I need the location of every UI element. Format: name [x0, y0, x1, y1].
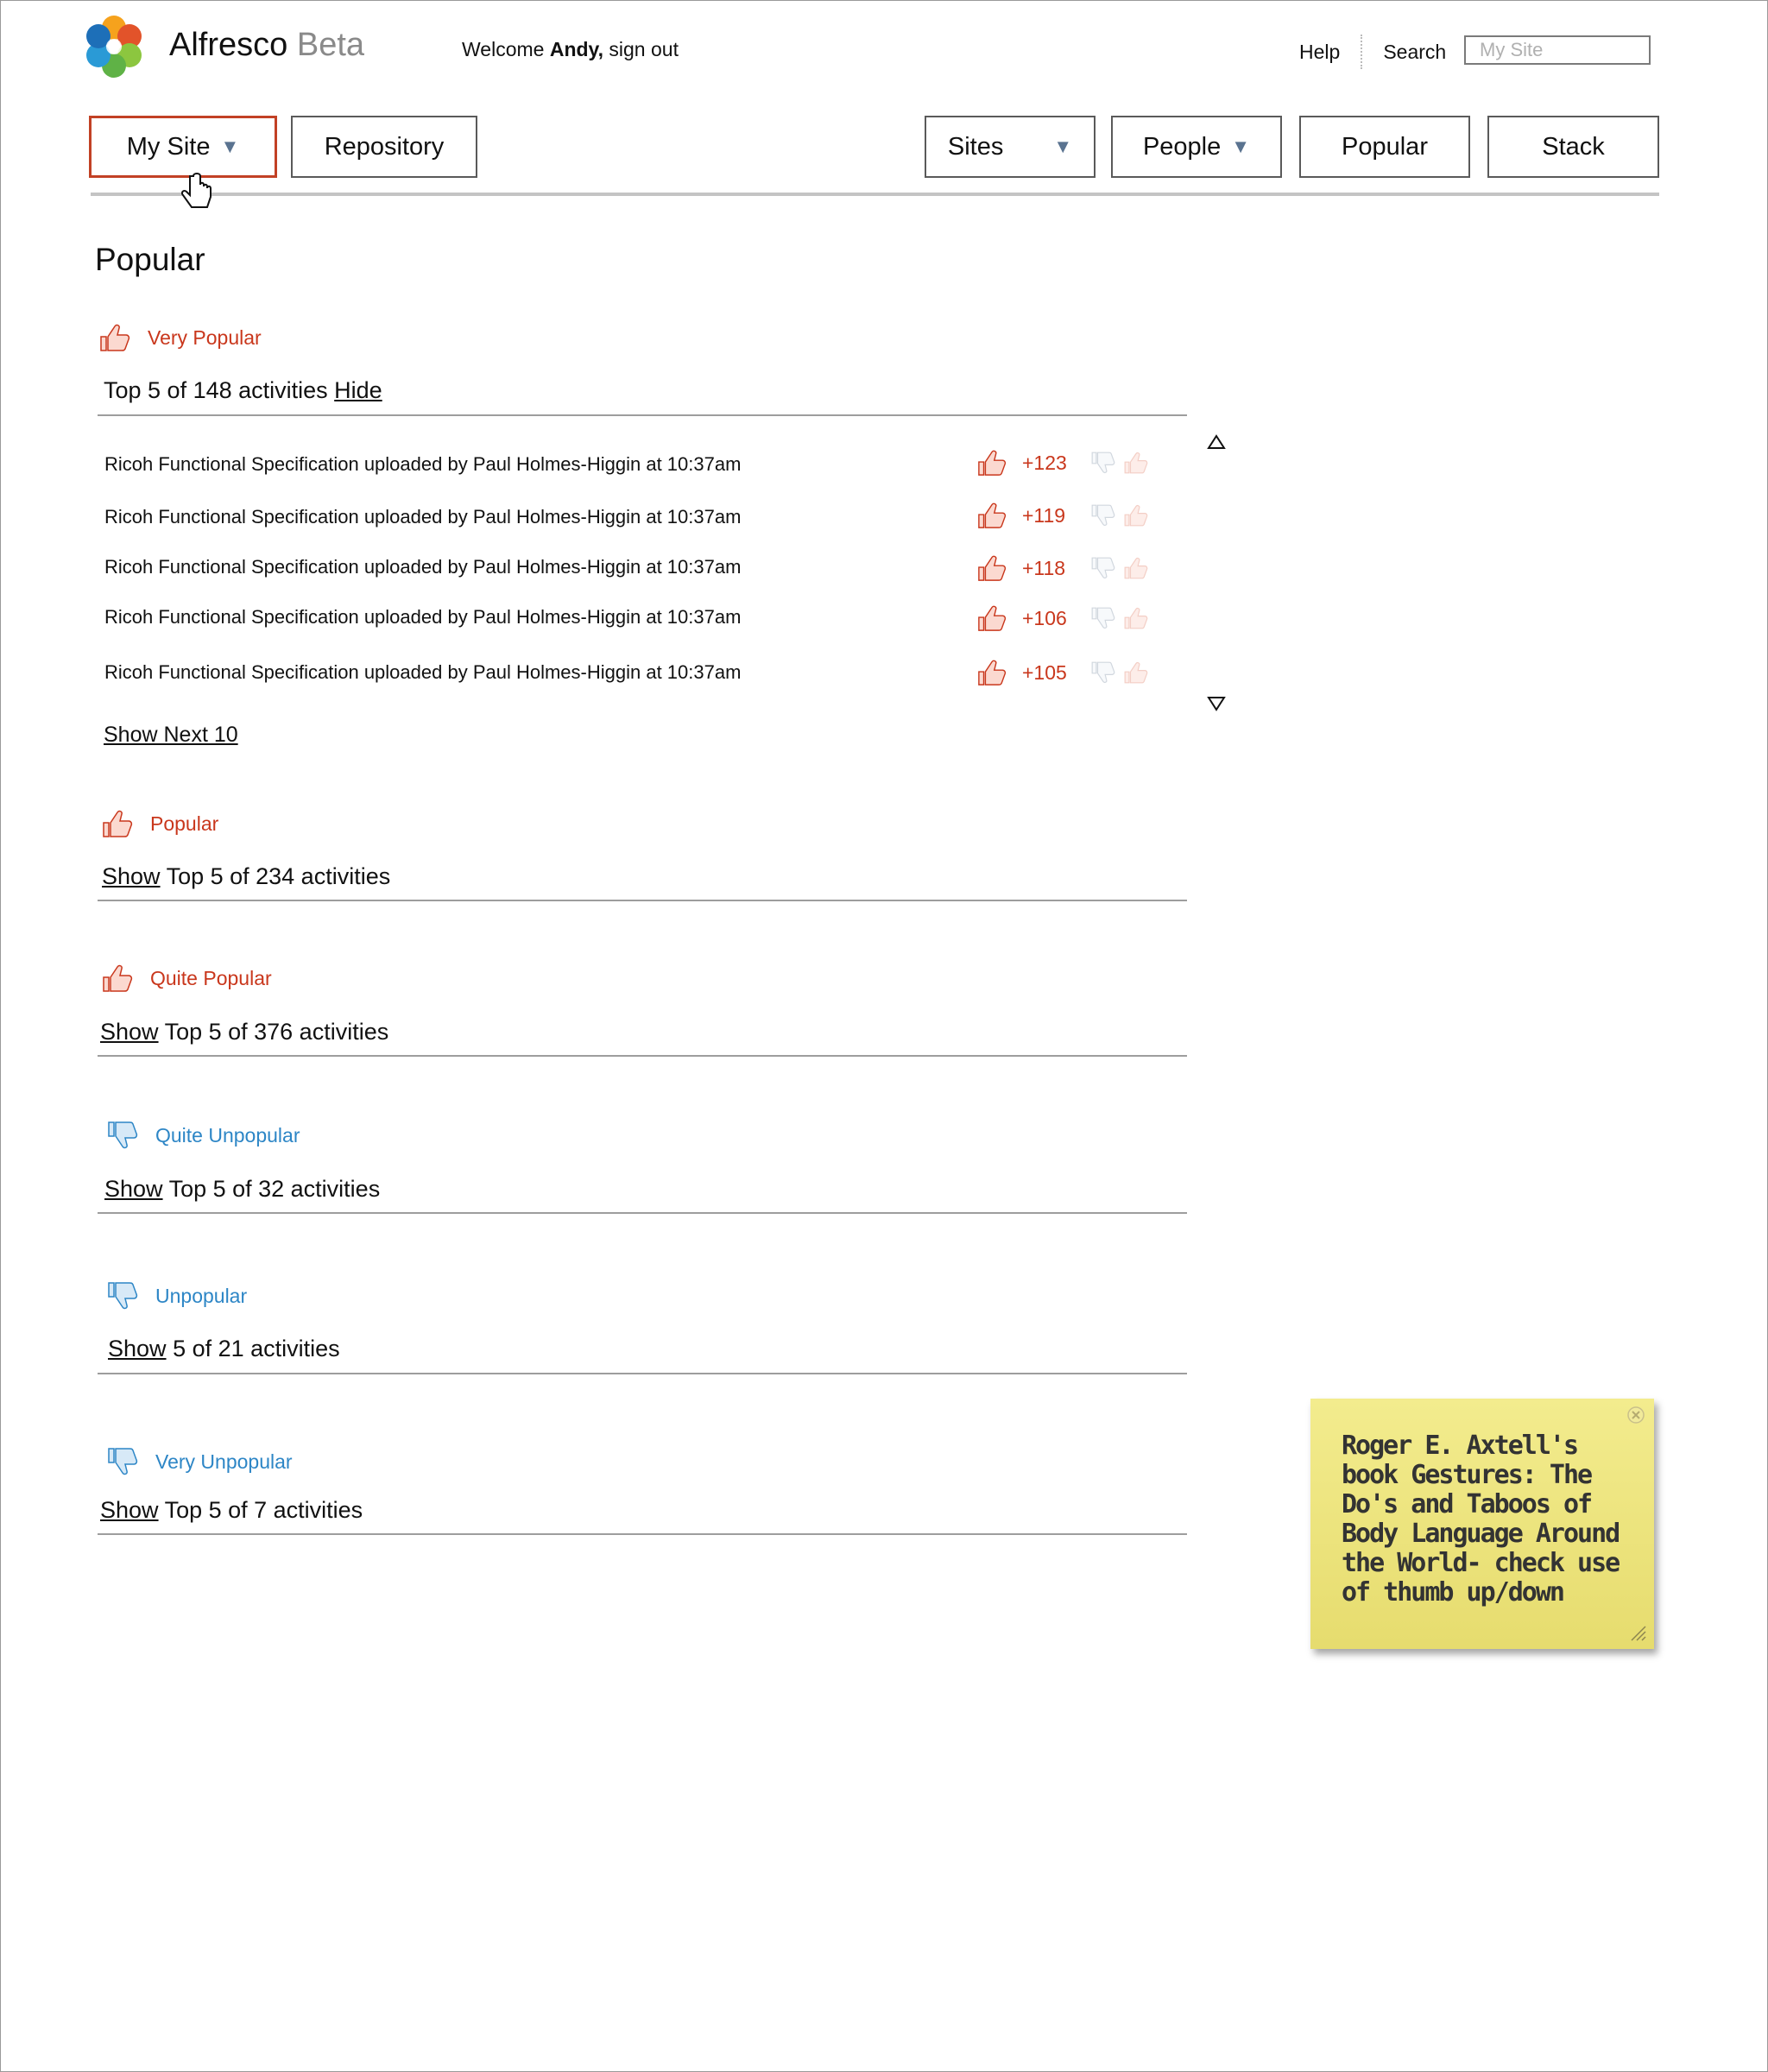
thumb-up-icon[interactable] [1122, 660, 1148, 685]
section-title: Popular [150, 812, 219, 835]
section-divider [98, 900, 1187, 901]
section-title: Quite Unpopular [155, 1123, 300, 1147]
section-quite-unpopular-header [105, 1121, 300, 1150]
dropdown-caret-icon: ▼ [1231, 136, 1251, 157]
thumb-up-icon [98, 323, 130, 352]
dropdown-caret-icon: ▼ [220, 136, 240, 157]
section-quite-popular-summary [100, 1016, 388, 1047]
vote-controls [976, 604, 1148, 632]
section-very-popular-header [98, 323, 262, 352]
nav-people-label: People [1142, 132, 1222, 161]
thumb-up-icon [976, 604, 1007, 632]
nav-stack-button[interactable] [1487, 116, 1659, 178]
brand-tag: Beta [296, 27, 365, 63]
thumb-up-icon [100, 809, 133, 838]
section-divider [98, 1055, 1187, 1057]
search-input[interactable] [1464, 35, 1651, 65]
summary-text: Top 5 of 376 activities [164, 1019, 389, 1045]
vote-controls [976, 449, 1148, 477]
section-title: Unpopular [155, 1284, 248, 1307]
nav-divider [91, 193, 1659, 196]
welcome-message [462, 35, 679, 64]
nav-stack-label: Stack [1542, 132, 1605, 161]
nav-my-site-button[interactable] [89, 116, 277, 178]
summary-text: Top 5 of 148 activities [104, 377, 328, 403]
user-name: Andy, [549, 38, 604, 60]
logo-flower-icon [79, 12, 148, 81]
nav-popular-button[interactable] [1299, 116, 1470, 178]
thumb-down-icon [105, 1281, 138, 1311]
scroll-down-icon[interactable] [1207, 696, 1226, 711]
thumb-up-icon[interactable] [1122, 450, 1148, 476]
brand [169, 22, 364, 67]
thumb-up-icon [976, 502, 1007, 529]
section-popular-summary [102, 861, 390, 892]
thumb-down-icon[interactable] [1089, 605, 1115, 631]
thumb-down-icon[interactable] [1089, 502, 1115, 528]
thumb-up-icon[interactable] [1122, 555, 1148, 581]
show-link[interactable]: Show [102, 863, 161, 889]
sign-out-link[interactable]: sign out [609, 38, 679, 60]
vote-count: +106 [1022, 606, 1067, 629]
vote-controls [976, 659, 1148, 686]
thumb-down-icon [105, 1447, 138, 1476]
thumb-down-icon[interactable] [1089, 555, 1115, 581]
top-links [1299, 35, 1446, 69]
vote-count: +123 [1022, 451, 1067, 474]
vote-buttons [1089, 605, 1148, 631]
thumb-up-icon [976, 449, 1007, 477]
close-icon[interactable] [1626, 1406, 1645, 1424]
section-quite-popular-header [100, 963, 272, 993]
section-divider [98, 1373, 1187, 1374]
thumb-down-icon [105, 1121, 138, 1150]
list-item[interactable]: Ricoh Functional Specification uploaded by Paul Holmes-Higgin at 10:37am [104, 453, 742, 475]
nav-repository-button[interactable] [291, 116, 477, 178]
vote-buttons [1089, 555, 1148, 581]
sticky-note-text: Roger E. Axtell's book Gestures: The Do's and Taboos of Body Language Around the World- check use of thumb up/down [1342, 1431, 1620, 1608]
section-unpopular-header [105, 1281, 247, 1311]
section-quite-unpopular-summary [104, 1173, 380, 1204]
vote-controls [976, 502, 1148, 529]
section-unpopular-summary [108, 1333, 340, 1364]
show-next-link[interactable]: Show Next 10 [104, 723, 238, 747]
welcome-prefix: Welcome [462, 38, 545, 60]
list-item[interactable]: Ricoh Functional Specification uploaded by Paul Holmes-Higgin at 10:37am [104, 661, 742, 683]
thumb-up-icon [976, 554, 1007, 582]
sticky-note[interactable] [1310, 1399, 1654, 1649]
section-divider [98, 1212, 1187, 1214]
hide-link[interactable]: Hide [334, 377, 382, 403]
summary-text: Top 5 of 32 activities [168, 1176, 381, 1202]
thumb-up-icon [100, 963, 133, 993]
nav-my-site-label: My Site [126, 132, 211, 161]
section-very-unpopular-header [105, 1447, 293, 1476]
vote-count: +119 [1022, 503, 1066, 527]
nav-sites-button[interactable] [925, 116, 1096, 178]
list-item[interactable]: Ricoh Functional Specification uploaded by Paul Holmes-Higgin at 10:37am [104, 556, 742, 578]
show-link[interactable]: Show [108, 1336, 167, 1361]
vote-count: +118 [1022, 556, 1066, 579]
section-very-popular-summary [104, 375, 382, 406]
page-title: Popular [95, 242, 205, 277]
summary-text: Top 5 of 234 activities [166, 863, 391, 889]
list-item[interactable]: Ricoh Functional Specification uploaded by Paul Holmes-Higgin at 10:37am [104, 606, 742, 628]
dropdown-caret-icon: ▼ [1053, 136, 1073, 157]
vote-buttons [1089, 502, 1148, 528]
section-very-unpopular-summary [100, 1494, 363, 1526]
section-divider [98, 1533, 1187, 1535]
summary-text: 5 of 21 activities [173, 1336, 340, 1361]
nav-repository-label: Repository [324, 132, 445, 161]
nav-sites-label: Sites [947, 132, 1004, 161]
thumb-up-icon[interactable] [1122, 605, 1148, 631]
vote-controls [976, 554, 1148, 582]
list-item[interactable]: Ricoh Functional Specification uploaded by Paul Holmes-Higgin at 10:37am [104, 506, 742, 527]
summary-text: Top 5 of 7 activities [164, 1497, 363, 1523]
vote-buttons [1089, 660, 1148, 685]
vote-buttons [1089, 450, 1148, 476]
cursor-hand-icon [181, 173, 216, 216]
section-title: Quite Popular [150, 966, 272, 989]
section-title: Very Unpopular [155, 1450, 293, 1473]
thumb-down-icon[interactable] [1089, 450, 1115, 476]
show-link[interactable]: Show [100, 1019, 159, 1045]
brand-name: Alfresco [169, 27, 288, 63]
thumb-down-icon[interactable] [1089, 660, 1115, 685]
show-link[interactable]: Show [100, 1497, 159, 1523]
nav-people-button[interactable] [1111, 116, 1282, 178]
section-popular-header [100, 809, 218, 838]
thumb-up-icon [976, 659, 1007, 686]
nav-popular-label: Popular [1342, 132, 1428, 161]
scroll-up-icon[interactable] [1207, 434, 1226, 450]
vote-count: +105 [1022, 660, 1067, 684]
thumb-up-icon[interactable] [1122, 502, 1148, 528]
resize-icon[interactable] [1628, 1623, 1647, 1642]
section-title: Very Popular [148, 325, 262, 349]
section-divider [98, 414, 1187, 416]
show-link[interactable]: Show [104, 1176, 163, 1202]
help-link[interactable]: Help [1299, 35, 1362, 69]
search-link[interactable]: Search [1383, 41, 1447, 63]
